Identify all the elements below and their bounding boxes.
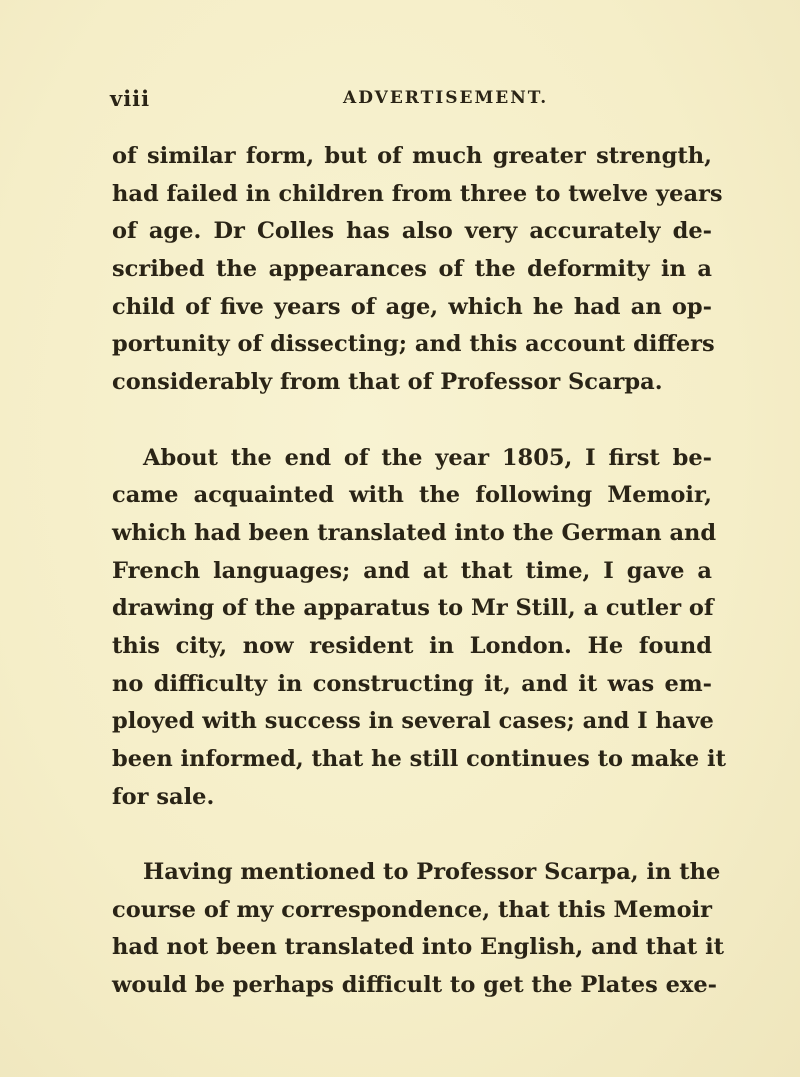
- paragraph: [112, 138, 723, 402]
- text-line: had not been translated into English, and that it: [112, 934, 725, 961]
- text-line: had failed in children from three to twelve years: [112, 180, 723, 207]
- text-line: child of five years of age, which he had an op-: [112, 293, 712, 320]
- text-line: scribed the appearances of the deformity in a: [112, 256, 712, 283]
- text-line: course of my correspondence, that this Memoir: [112, 896, 712, 923]
- paragraph-gap: [112, 402, 712, 440]
- text-line: would be perhaps difficult to get the Plates exe-: [112, 972, 717, 999]
- text-line: drawing of the apparatus to Mr Still, a cutler of: [112, 595, 714, 622]
- text-line: Having mentioned to Professor Scarpa, in the: [143, 859, 721, 886]
- text-line: for sale.: [112, 783, 215, 810]
- page-header: [110, 86, 730, 116]
- text-line: French languages; and at that time, I gave a: [112, 557, 712, 584]
- text-line: ployed with success in several cases; and I have: [112, 708, 714, 735]
- paragraph-gap: [112, 816, 712, 854]
- page-number: viii: [110, 86, 151, 111]
- text-line: About the end of the year 1805, I first be-: [143, 444, 712, 471]
- text-line: of age. Dr Colles has also very accurately de-: [112, 218, 712, 245]
- body-text: [112, 138, 726, 1005]
- text-line: considerably from that of Professor Scarpa.: [112, 369, 663, 396]
- text-line: of similar form, but of much greater strength,: [112, 143, 712, 169]
- paragraph: [112, 440, 726, 817]
- text-line: came acquainted with the following Memoir,: [112, 482, 712, 509]
- paragraph: [112, 854, 725, 1005]
- text-line: portunity of dissecting; and this account differs: [112, 331, 715, 358]
- text-line: been informed, that he still continues to make it: [112, 746, 726, 772]
- running-title: ADVERTISEMENT.: [343, 88, 549, 108]
- text-line: this city, now resident in London. He found: [112, 632, 712, 659]
- text-line: no difficulty in constructing it, and it was em-: [112, 670, 712, 697]
- text-line: which had been translated into the German and: [112, 519, 717, 546]
